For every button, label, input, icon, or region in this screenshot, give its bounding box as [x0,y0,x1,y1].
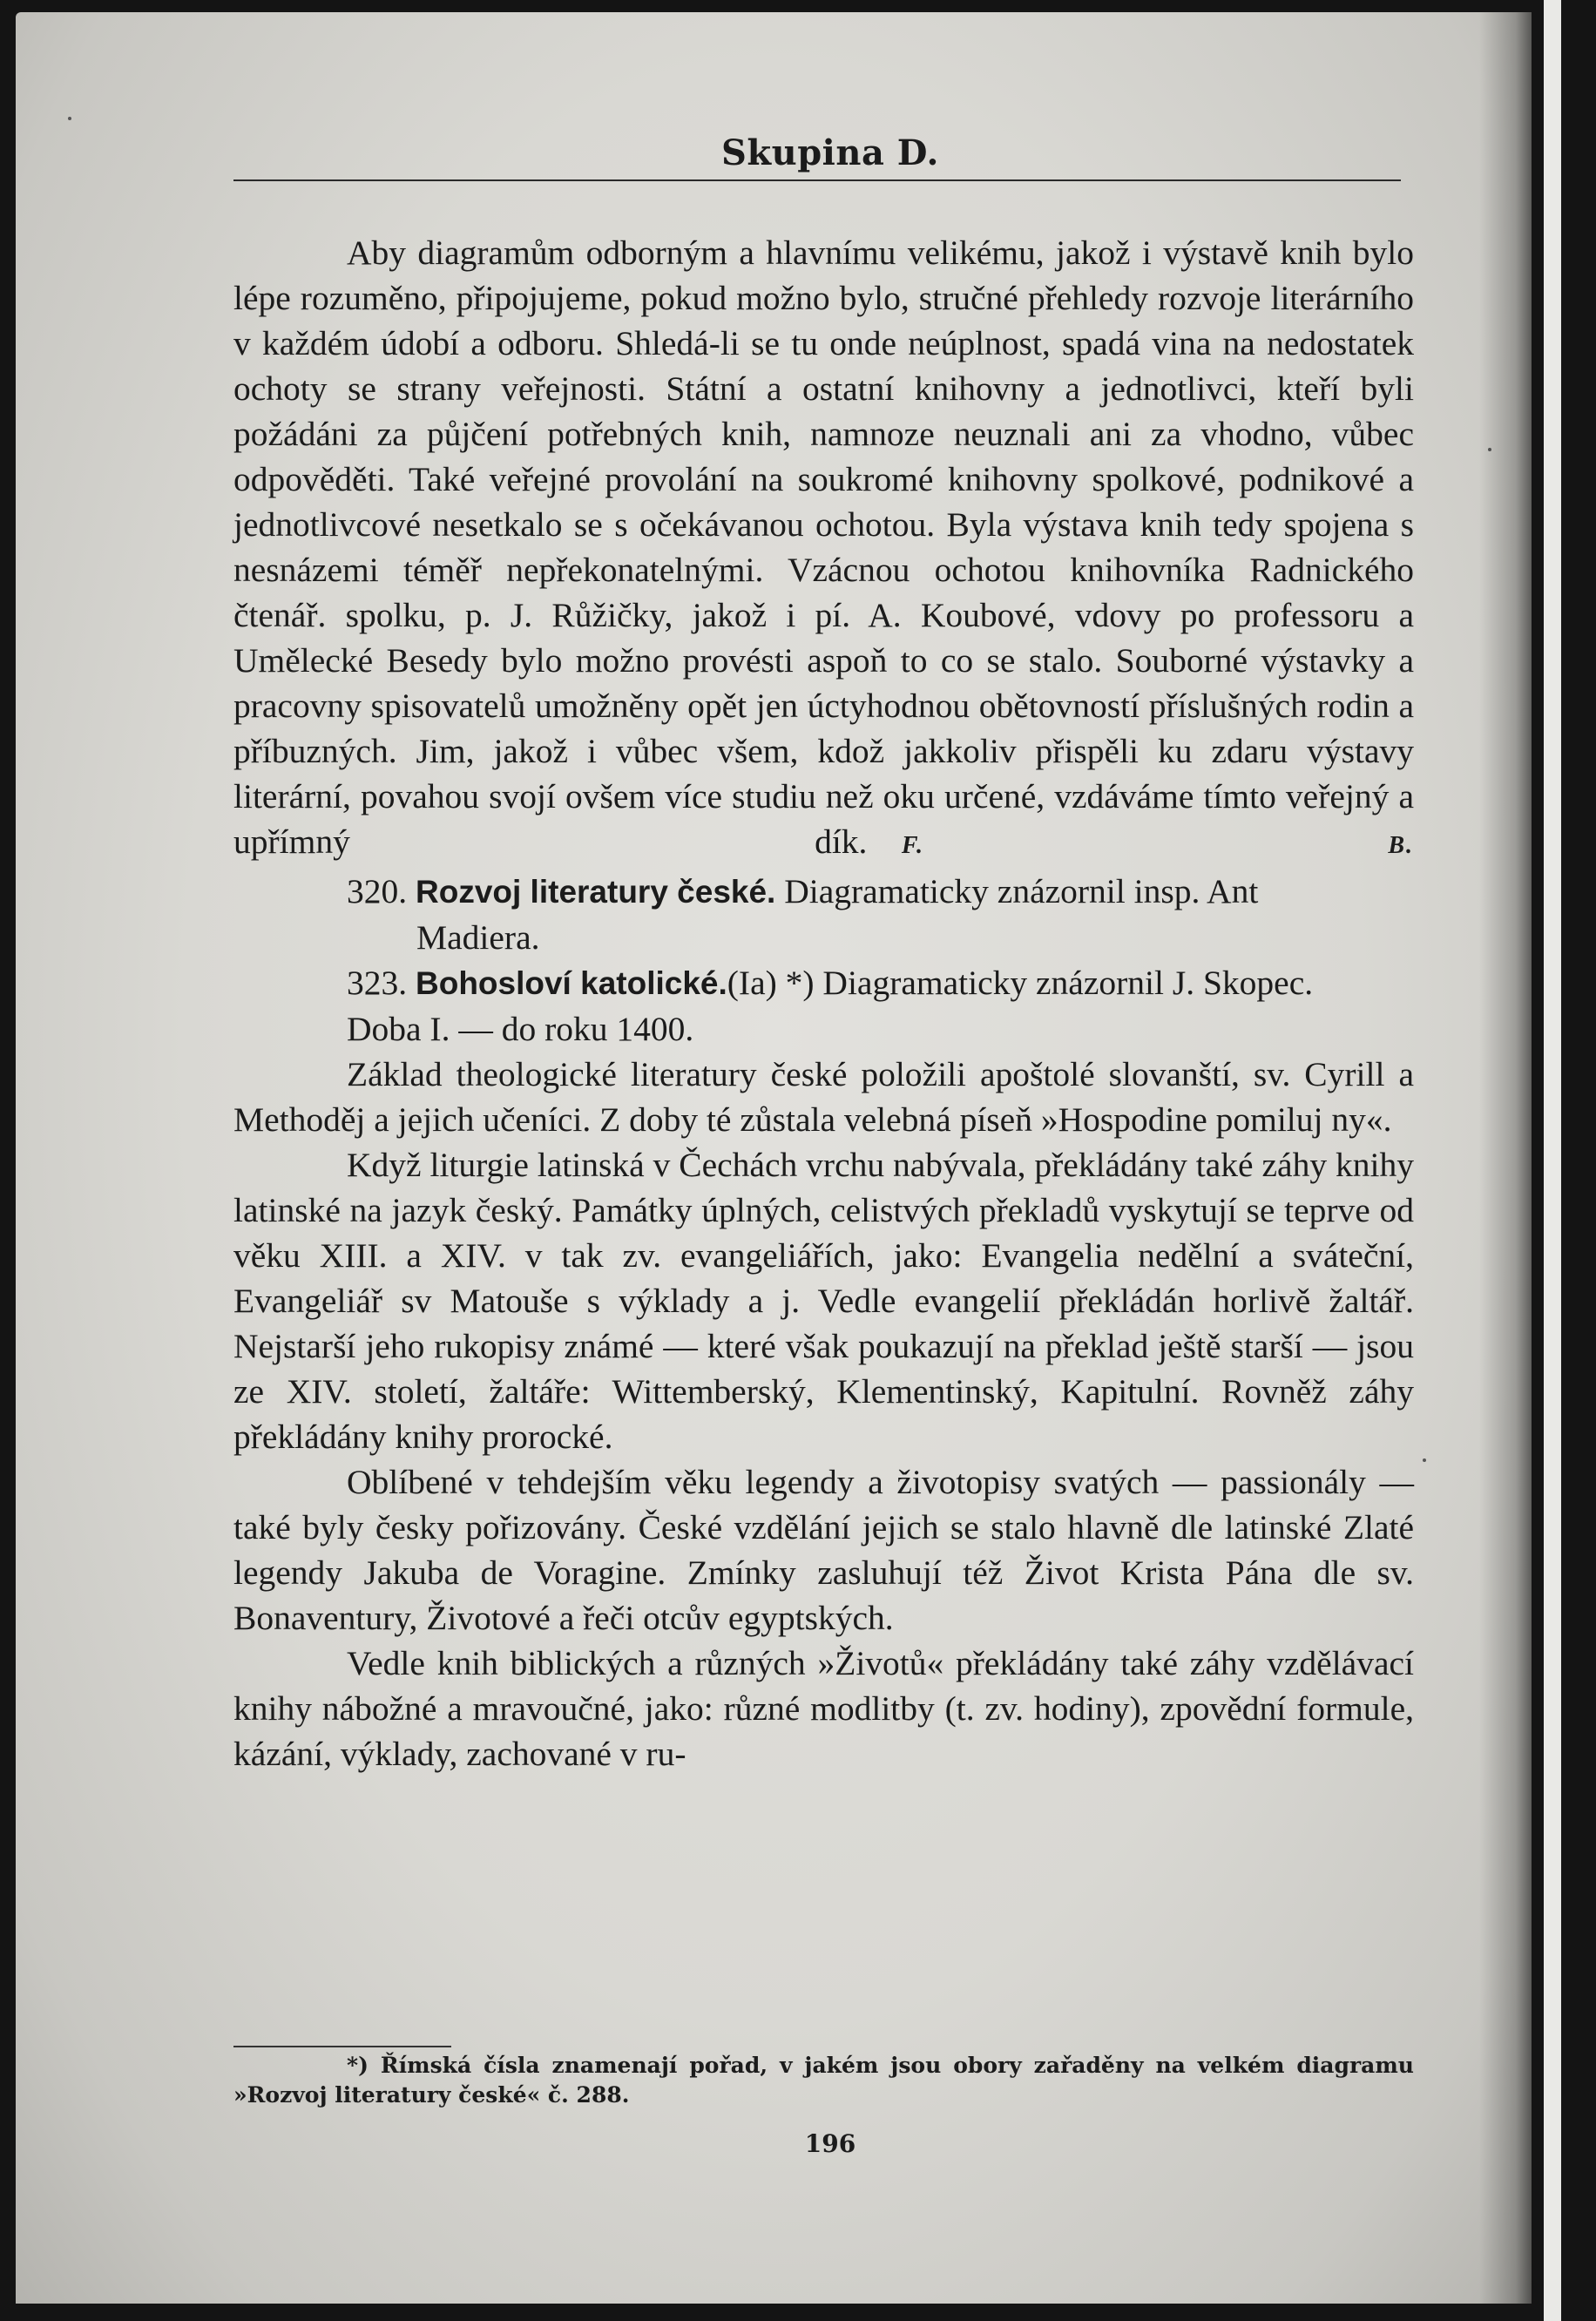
scan-speck [68,117,71,120]
footnote-rule [233,2046,451,2047]
catalog-entry-320 [233,869,1414,960]
legends-paragraph: Oblíbené v tehdejším věku legendy a životopisy svatých — passionály — také byly česky pořizovány. České vzdělání jejich se stalo hlavně dle latinské Zlaté legendy Jakuba de Voragine. Zmínky zasluhují též Život Krista Pána dle sv. Bonaventury, Životové a řeči otcův egyptských. [233,1463,1414,1637]
entry-number: 320. [347,872,408,910]
period-heading: Doba I. — do roku 1400. [347,1010,694,1048]
liturgy-paragraph: Když liturgie latinská v Čechách vrchu nabývala, překládány také záhy knihy latinské na jazyk český. Památky úplných, celistvých překladů vyskytují se teprve od věku XIII. a XIV. v tak zv. evangeliářích, jako: Evangelia nedělní a sváteční, Evangeliář sv Matouše s výklady a j. Vedle evangelií překládán horlivě žaltář. Nejstarší jeho rukopisy známé — které však poukazují na překlad ještě starší — jsou ze XIV. století, žaltáře: Wittemberský, Klementinský, Kapitulní. Rovněž záhy překládány knihy prorocké. [233,1146,1414,1456]
intro-paragraph [233,230,1414,869]
theology-basis-paragraph: Základ theologické literatury české položili apoštolé slovanští, sv. Cyrill a Methoděj a jejich učeníci. Z doby té zůstala velebná píseň »Hospodine pomiluj ny«. [233,1055,1414,1139]
entry-number: 323. [347,964,408,1002]
catalog-entry-323 [233,960,1414,1006]
entry-text: (Ia) *) Diagramaticky znázornil J. Skopec. [727,964,1314,1002]
intro-signature: F. B. [901,832,1414,859]
other-books-paragraph: Vedle knih biblických a různých »Životů« překládány také záhy vzdělávací knihy nábožné a mravoučné, jako: různé modlitby (t. zv. hodiny), zpovědní formule, kázání, výklady, zachované v ru- [233,1644,1414,1773]
page-edge-shadow [1479,12,1532,2304]
page-number: 196 [804,2129,856,2158]
running-head: Skupina D. [721,132,939,173]
header-rule [233,179,1401,181]
entry-text-continued: Madiera. [416,918,540,957]
entry-title: Bohosloví katolické. [416,965,727,1001]
entry-title: Rozvoj literatury české. [416,874,776,910]
footnote: *) Římská čísla znamenají pořad, v jakém jsou obory zařaděny na velkém diagramu »Rozvoj literatury české« č. 288. [233,2053,1414,2108]
entry-text: Diagramaticky znázornil insp. Ant [784,872,1259,910]
scanner-edge-strip [1544,0,1561,2321]
book-page [16,12,1532,2304]
scan-speck [1423,1458,1426,1462]
body-text [233,230,1414,1776]
intro-text: Aby diagramům odborným a hlavnímu velikému, jakož i výstavě knih bylo lépe rozuměno, připojujeme, pokud možno bylo, stručné přehledy rozvoje literárního v každém údobí a odboru. Shledá-li se tu onde neúplnost, spadá vina na nedostatek ochoty se strany veřejnosti. Státní a ostatní knihovny a jednotlivci, kteří byli požádáni za půjčení potřebných knih, namnoze neuznali ani za vhodno, vůbec odpověděti. Také veřejné provolání na soukromé knihovny spolkové, podnikové a jednotlivcové nesetkalo se s očekávanou ochotou. Byla výstava knih tedy spojena s nesnázemi téměř nepřekonatelnými. Vzácnou ochotou knihovníka Radnického čtenář. spolku, p. J. Růžičky, jakož i pí. A. Koubové, vdovy po professoru a Umělecké Besedy bylo možno provésti aspoň to co se stalo. Souborné výstavky a pracovny spisovatelů umožněny opět jen úctyhodnou obětovností příslušných rodin a příbuzných. Jim, jakož i vůbec všem, kdož jakkoliv přispěli ku zdaru výstavy literární, povahou svojí ovšem více studiu než oku určené, vzdáváme tímto veřejný a upřímný dík. [233,233,1414,861]
